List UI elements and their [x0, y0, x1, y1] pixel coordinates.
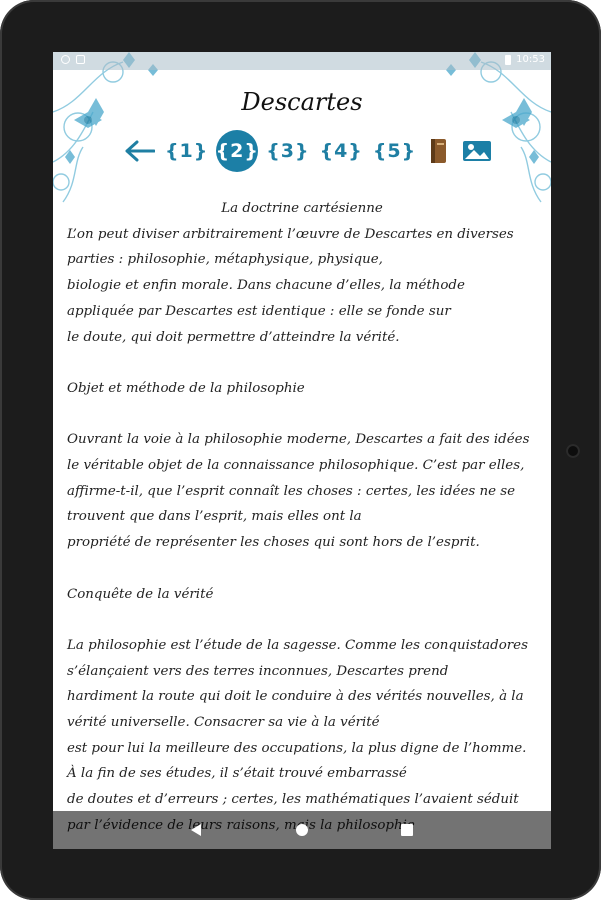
text-line: est pour lui la meilleure des occupations, la plus digne de l’homme. — [67, 740, 527, 756]
text-line: propriété de représenter les choses qui sont hors de l’esprit. — [67, 535, 480, 551]
front-camera — [566, 444, 580, 458]
page-tab-2[interactable]: {2} — [216, 130, 258, 172]
text-line: biologie et enfin morale. Dans chacune d’elles, la méthode — [67, 278, 465, 294]
text-line: hardiment la route qui doit le conduire à des vérités nouvelles, à la — [67, 689, 524, 705]
image-gallery-icon[interactable] — [462, 138, 492, 164]
nav-home-icon[interactable] — [296, 824, 308, 836]
section-title: La doctrine cartésienne — [221, 201, 383, 216]
text-line: le doute, qui doit permettre d’atteindre la vérité. — [67, 329, 400, 345]
section-heading: Conquête de la vérité — [67, 586, 214, 602]
text-line: trouvent que dans l’esprit, mais elles ont la — [67, 509, 362, 525]
text-line: affirme-t-il, que l’esprit connaît les choses : certes, les idées ne se — [67, 483, 516, 499]
nav-back-icon[interactable] — [191, 824, 201, 836]
system-navigation-bar — [53, 811, 551, 849]
article-content — [67, 196, 537, 839]
text-line: L’on peut diviser arbitrairement l’œuvre de Descartes en diverses — [67, 226, 514, 242]
text-line: appliquée par Descartes est identique : elle se fonde sur — [67, 303, 451, 319]
arrow-left-icon — [125, 140, 155, 162]
book-icon[interactable] — [428, 138, 448, 164]
text-line: s’élançaient vers des terres inconnues, Descartes prend — [67, 663, 449, 679]
text-line: le véritable objet de la connaissance philosophique. C’est par elles, — [67, 458, 525, 473]
screen — [53, 52, 551, 849]
paragraph-1 — [67, 222, 537, 351]
page-tab-5[interactable]: {5} — [372, 140, 417, 162]
page-tab-4[interactable]: {4} — [319, 140, 363, 162]
status-bar — [53, 52, 551, 70]
nav-recent-apps-icon[interactable] — [401, 824, 413, 836]
text-line: La philosophie est l’étude de la sagesse. Comme les conquistadores — [67, 637, 528, 653]
text-line: parties : philosophie, métaphysique, physique, — [67, 252, 383, 268]
text-line: vérité universelle. Consacrer sa vie à la vérité — [67, 715, 380, 730]
text-line: de doutes et d’erreurs ; certes, les mathématiques l’avaient séduit — [67, 792, 519, 808]
page-title: Descartes — [241, 88, 363, 116]
page-tab-1[interactable]: {1} — [165, 140, 209, 162]
paragraph-2 — [67, 427, 537, 556]
text-line: À la fin de ses études, il s’était trouvé embarrassé — [67, 766, 407, 782]
battery-icon — [505, 55, 511, 65]
status-time: 10:53 — [516, 54, 545, 65]
download-icon — [76, 55, 85, 64]
page-tab-3[interactable]: {3} — [266, 140, 310, 162]
chapter-navigation — [123, 132, 492, 170]
section-heading: Objet et méthode de la philosophie — [67, 380, 305, 396]
notification-icon — [61, 55, 70, 64]
paragraph-3 — [67, 633, 537, 839]
back-button[interactable] — [123, 137, 157, 165]
text-line: Ouvrant la voie à la philosophie moderne, Descartes a fait des idées — [67, 432, 530, 448]
